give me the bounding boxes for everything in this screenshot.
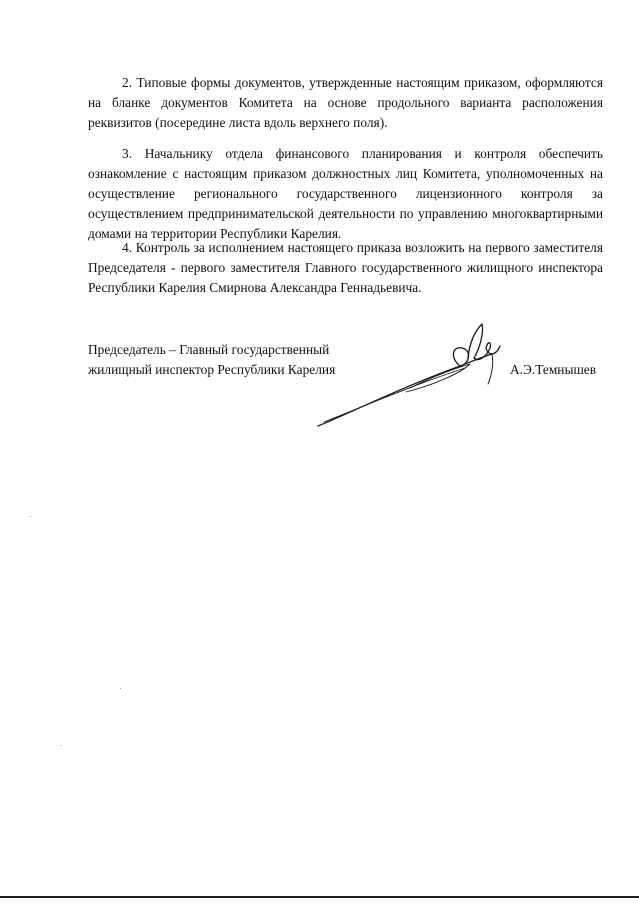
paragraph-2: 2. Типовые формы документов, утвержденные настоящим приказом, оформляются на бланке документов Комитета на основе продольного варианта расположения реквизитов (посередине листа вдоль верхнего поля).	[88, 75, 603, 130]
paragraph-4: 4. Контроль за исполнением настоящего приказа возложить на первого заместителя Председателя - первого заместителя Главного государственного жилищного инспектора Республики Карелия Смирнова Александра Геннадьевича.	[88, 240, 603, 295]
scan-speck	[120, 688, 121, 689]
page-bottom-edge	[0, 896, 639, 898]
signatory-title-line-1: Председатель – Главный государственный	[88, 342, 330, 357]
scan-speck	[60, 745, 61, 746]
paragraph-3: 3. Начальнику отдела финансового планирования и контроля обеспечить ознакомление с настоящим приказом должностных лиц Комитета, уполномоченных на осуществление регионального государственного лицензионного контроля за осуществлением предпринимательской деятельности по управлению многоквартирными домами на территории Республики Карелия.	[88, 146, 603, 241]
signatory-title-line-2: жилищный инспектор Республики Карелия	[88, 362, 336, 377]
signatory-title	[88, 340, 335, 380]
handwritten-signature	[310, 318, 520, 438]
scan-speck	[30, 516, 31, 517]
signatory-name: А.Э.Темнышев	[510, 362, 597, 377]
